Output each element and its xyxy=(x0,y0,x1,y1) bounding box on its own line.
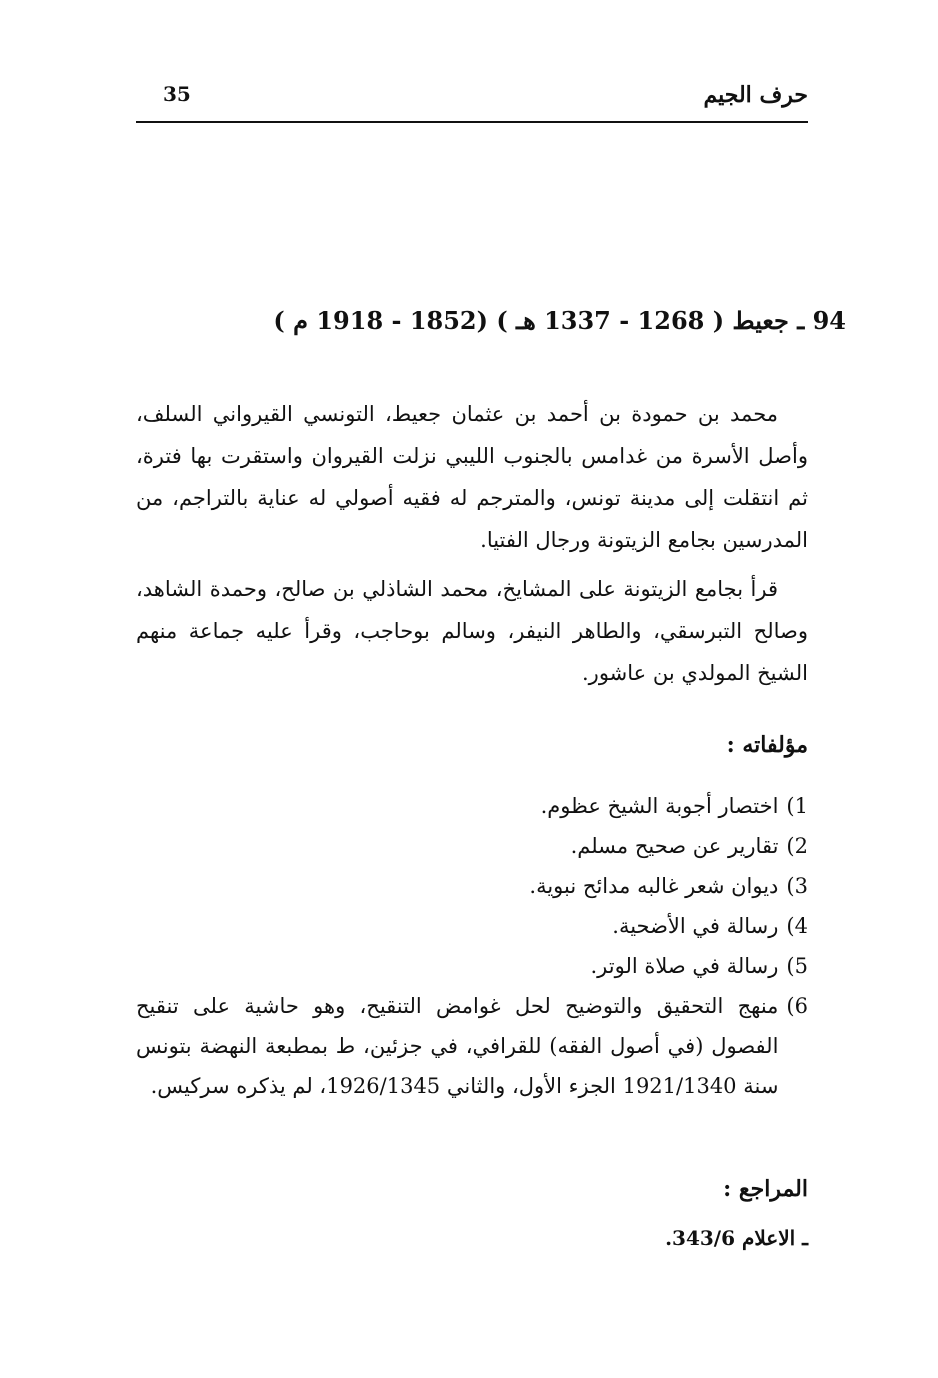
list-item xyxy=(136,986,808,1106)
list-item-text: اختصار أجوبة الشيخ عظوم. xyxy=(540,794,779,818)
list-item-text: منهج التحقيق والتوضيح لحل غوامض التنقيح، وهو حاشية على تنقيح الفصول (في أصول الفقه) للقرافي، في جزئين، ط بمطبعة النهضة بتونس سنة 1921/1340 الجزء الأول، والثاني 1926/1345، لم يذكره سركيس. xyxy=(136,994,779,1098)
running-head: حرف الجيم xyxy=(703,82,808,108)
list-item-text: تقارير عن صحيح مسلم. xyxy=(570,834,779,858)
references-heading: المراجع : xyxy=(723,1176,808,1202)
entry-title: 94 ـ جعيط ( 1268 - 1337 هـ ) (1852 - 1918 م ) xyxy=(273,306,846,335)
biography-paragraph: محمد بن حمودة بن أحمد بن عثمان جعيط، التونسي القيرواني السلف، وأصل الأسرة من غدامس بالجنوب الليبي نزلت القيروان واستقرت بها فترة، ثم انتقلت إلى مدينة تونس، والمترجم له فقيه أصولي له عناية بالتراجم، من المدرسين بجامع الزيتونة ورجال الفتيا. xyxy=(136,402,808,552)
list-item-number: 5) xyxy=(786,954,808,978)
reference-item: ـ الاعلام 343/6. xyxy=(665,1226,808,1250)
list-item-text: رسالة في الأضحية. xyxy=(612,914,779,938)
list-item xyxy=(136,946,808,986)
page-number: 35 xyxy=(163,82,191,106)
page-header xyxy=(136,78,808,118)
works-list xyxy=(136,786,808,1106)
list-item-number: 1) xyxy=(786,794,808,818)
list-item xyxy=(136,826,808,866)
list-item xyxy=(136,866,808,906)
list-item xyxy=(136,906,808,946)
list-item-number: 6) xyxy=(786,994,808,1018)
list-item-number: 2) xyxy=(786,834,808,858)
studies-paragraph: قرأ بجامع الزيتونة على المشايخ، محمد الشاذلي بن صالح، وحمدة الشاهد، وصالح التبرسقي، والطاهر النيفر، وسالم بوحاجب، وقرأ عليه جماعة منهم الشيخ المولدي بن عاشور. xyxy=(136,577,808,685)
list-item-number: 4) xyxy=(786,914,808,938)
works-heading: مؤلفاته : xyxy=(726,732,808,758)
header-rule xyxy=(136,121,808,123)
list-item-number: 3) xyxy=(786,874,808,898)
list-item-text: ديوان شعر غالبه مدائح نبوية. xyxy=(529,874,779,898)
list-item-text: رسالة في صلاة الوتر. xyxy=(590,954,779,978)
list-item xyxy=(136,786,808,826)
